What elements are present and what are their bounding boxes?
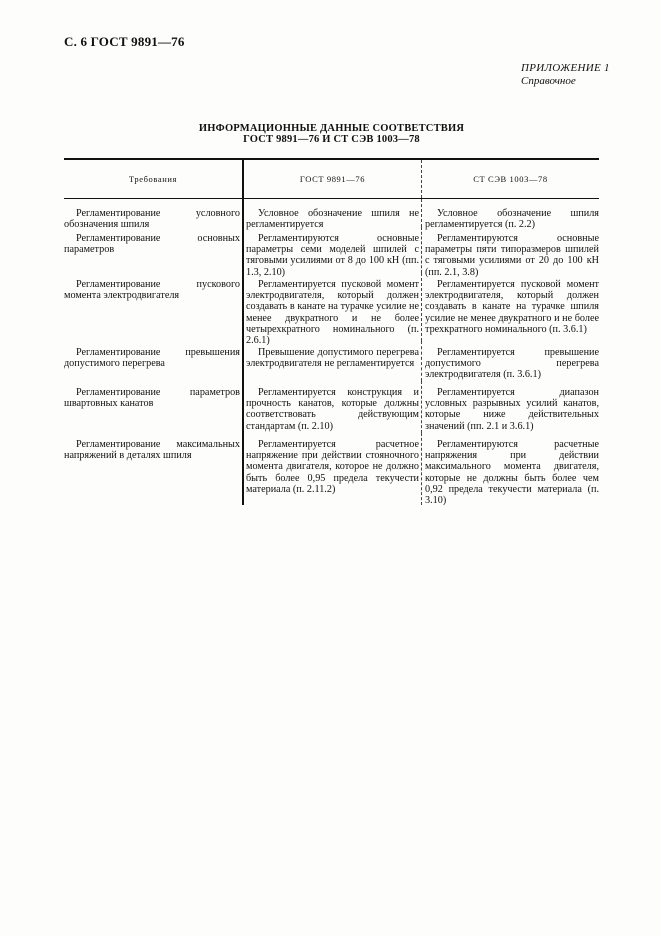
requirement-cell: Регламентирование пускового момента электродвигателя bbox=[64, 279, 240, 302]
st-sev-cell: Регламентируется превышение допустимого перегрева электродвигателя (п. 3.6.1) bbox=[425, 347, 599, 381]
document-title-line2: ГОСТ 9891—76 И СТ СЭВ 1003—78 bbox=[243, 134, 420, 145]
gost-cell: Превышение допустимого перегрева электродвигателя не регламентируется bbox=[246, 347, 419, 370]
st-sev-cell: Регламентируется диапазон условных разрывных усилий канатов, которые ниже действительных значений (пп. 2.1 и 3.6.1) bbox=[425, 387, 599, 432]
table-header-row bbox=[64, 160, 599, 199]
document-title-line1: ИНФОРМАЦИОННЫЕ ДАННЫЕ СООТВЕТСТВИЯ bbox=[198, 123, 465, 134]
requirement-cell: Регламентирование превышения допустимого перегрева bbox=[64, 347, 240, 370]
table-body bbox=[64, 199, 599, 505]
gost-cell: Регламентируется пусковой момент электродвигателя, который должен создавать в канате на турачке усилие не менее двукратного и не более четырехкратного номинального (п. 2.6.1) bbox=[246, 279, 419, 347]
st-sev-cell: Регламентируются основные параметры пяти типоразмеров шпилей с тяговыми усилиями от 20 до 100 кН (пп. 2.1, 3.8) bbox=[425, 233, 599, 278]
gost-cell: Регламентируется конструкция и прочность канатов, которые должны соответствовать действующим стандартам (п. 2.10) bbox=[246, 387, 419, 432]
requirement-cell: Регламентирование параметров швартовных канатов bbox=[64, 387, 240, 410]
header-st-sev: СТ СЭВ 1003—78 bbox=[421, 160, 599, 198]
table-row bbox=[64, 227, 599, 278]
requirement-cell: Регламентирование максимальных напряжений в деталях шпиля bbox=[64, 439, 240, 462]
appendix-label bbox=[521, 62, 613, 88]
appendix-subtitle: Справочное bbox=[521, 75, 576, 87]
document-title bbox=[64, 123, 599, 145]
gost-cell: Регламентируются основные параметры семи моделей шпилей с тяговыми усилиями от 8 до 100 кН (пп. 1.3, 2.10) bbox=[246, 233, 419, 278]
header-requirements: Требования bbox=[128, 174, 178, 184]
page-header: С. 6 ГОСТ 9891—76 bbox=[64, 34, 185, 49]
gost-cell: Регламентируется расчетное напряжение при действии стояночного момента двигателя, которое не должно быть более 0,95 предела текучести материала (п. 2.11.2) bbox=[246, 439, 419, 495]
header-gost: ГОСТ 9891—76 bbox=[242, 160, 421, 198]
correspondence-table bbox=[64, 158, 599, 505]
gost-cell: Условное обозначение шпиля не регламентируется bbox=[246, 208, 419, 231]
appendix-title: ПРИЛОЖЕНИЕ 1 bbox=[521, 62, 610, 74]
requirement-cell: Регламентирование условного обозначения шпиля bbox=[64, 208, 240, 231]
table-row bbox=[64, 273, 599, 347]
table-row bbox=[64, 341, 599, 381]
table-row bbox=[64, 433, 599, 505]
table-row bbox=[64, 199, 599, 231]
table-row bbox=[64, 381, 599, 433]
st-sev-cell: Условное обозначение шпиля регламентируется (п. 2.2) bbox=[425, 208, 599, 231]
requirement-cell: Регламентирование основных параметров bbox=[64, 233, 240, 256]
st-sev-cell: Регламентируется пусковой момент электродвигателя, который должен создавать в канате на турачке шпиля усилие не менее двукратного и не более трехкратного номинального (п. 3.6.1) bbox=[425, 279, 599, 335]
st-sev-cell: Регламентируются расчетные напряжения при действии максимального момента двигателя, которые не должны быть более чем 0,92 предела текучести материала (п. 3.10) bbox=[425, 439, 599, 507]
